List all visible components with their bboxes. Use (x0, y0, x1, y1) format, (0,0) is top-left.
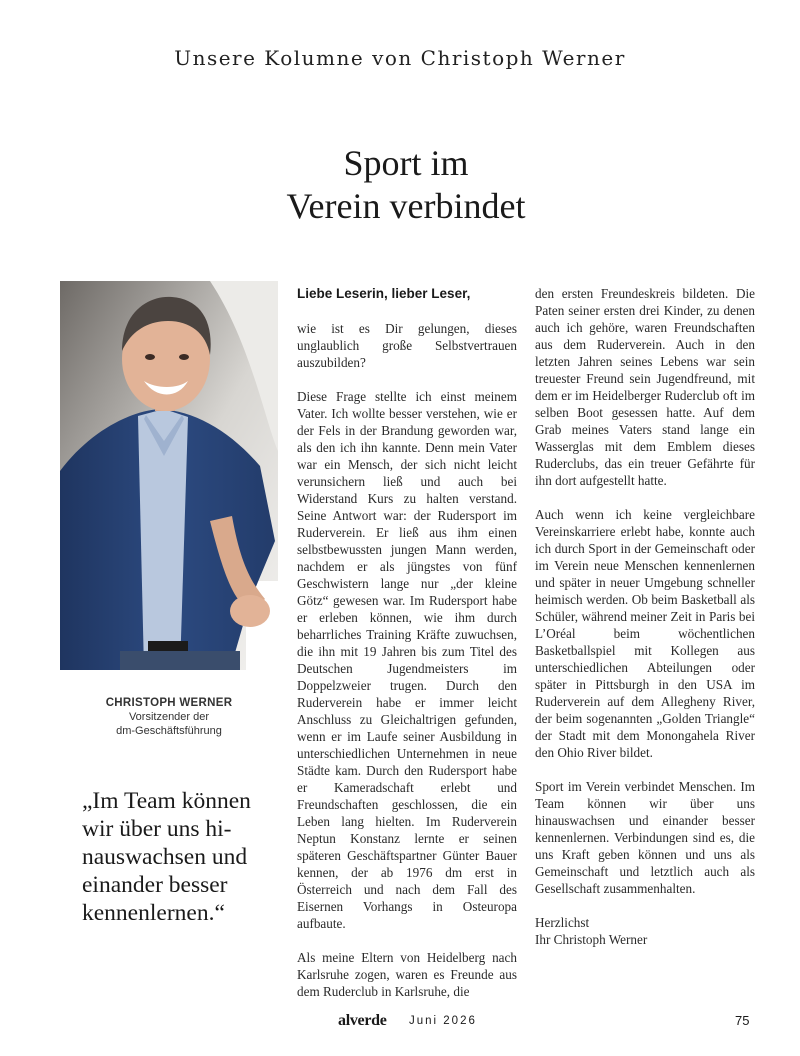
article-headline (0, 142, 800, 228)
article-paragraph-1: wie ist es Dir gelungen, dieses unglaublich große Selbstvertrauen auszubilden? (297, 321, 517, 370)
article-paragraph-3-start: Als meine Eltern von Heidelberg nach Karlsruhe zogen, waren es Freunde aus dem Ruderclub in Karlsruhe, die (297, 950, 517, 999)
closing-text: Herzlichst (535, 915, 590, 930)
portrait-caption (60, 696, 278, 738)
article-column-2 (535, 285, 755, 948)
article-signoff (535, 914, 755, 948)
caption-name: CHRISTOPH WERNER (105, 697, 233, 709)
article-column-1 (297, 285, 517, 1017)
headline-line-1: Sport im (343, 143, 469, 183)
page-number: 75 (735, 1013, 750, 1028)
article-paragraph-4: Auch wenn ich keine vergleichbare Vereinskarriere erlebt habe, konnte auch ich durch Sport in der Gemeinschaft oder im Verein neue Menschen kennenlernen und später in neuer Umgebung schneller heimisch werden. Ob beim Basketball als Schüler, während meiner Zeit in Paris bei L’Oréal beim wöchentlichen Basketballspiel mit Kollegen aus unterschiedlichen Abteilungen oder später in Pittsburgh in den USA im Ruderverein auf dem Allegheny River, der beim sogenannten „Golden Triangle“ der Stadt mit dem Monongahela River den Ohio River bildet. (535, 507, 755, 760)
article-paragraph-3-cont: den ersten Freundeskreis bildeten. Die Paten seiner ersten drei Kinder, zu denen auch ich gehöre, waren Freundschaften aus dem Ruderverein. Auch in den letzten Jahren seines Lebens war sein treuester Freund sein Jugendfreund, mit dem er im Heidelberger Ruderclub oft im selben Boot gesessen hatte. Auf dem Grab meines Vaters stand lange ein Wasserglas mit dem Emblem dieses Ruderclubs, das ein treuer Gefährte für ihn dort aufgestellt hatte. (535, 286, 755, 488)
headline-line-2: Verein verbindet (286, 186, 526, 226)
author-portrait-photo (60, 281, 278, 670)
signature-text: Ihr Christoph Werner (535, 932, 648, 947)
article-salutation: Liebe Leserin, lieber Leser, (297, 286, 471, 301)
pull-quote: „Im Team können wir über uns hinauswachsen und einander besser kennenlernen.“ (82, 788, 251, 926)
caption-role-line-1: Vorsitzender der (128, 711, 210, 723)
issue-date: Juni 2026 (409, 1015, 477, 1027)
caption-role-line-2: dm-Geschäftsführung (116, 725, 222, 737)
column-kicker: Unsere Kolumne von Christoph Werner (174, 46, 626, 70)
article-paragraph-2: Diese Frage stellte ich einst meinem Vater. Ich wollte besser verstehen, wie er der Fels in der Brandung geworden war, als den ich ihn kannte. Denn mein Vater war ein Mensch, der sich nicht leicht verunsichern ließ und auch bei Widerstand Kurs zu halten verstand. Seine Antwort war: der Rudersport im Ruderverein. Er ließ aus ihm einen selbstbewussten jungen Mann werden, nachdem er als jüngstes von fünf Geschwistern lange nur „der kleine Götz“ gewesen war. Im Rudersport habe er erleben können, wie ihm durch beharrliches Training Kräfte zuwuchsen, die ihn mit 19 Jahren bis zum Titel des Deutschen Jugendmeisters im Doppelzweier trugen. Durch den Ruderverein habe er immer leicht Anschluss zu Gleichaltrigen gefunden, wenn er im Laufe seiner Ausbildung in unterschiedlichen Unternehmen in neue Städte kam. Durch den Rudersport habe er Kameradschaft erlebt und Freundschaften geschlossen, die ein Leben lang hielten. Im Ruderverein Neptun Konstanz lernte er seinen späteren Geschäftspartner Günter Bauer kennen, der ab 1976 dm erst in Österreich und nach dem Fall des Eisernen Vorhangs in Osteuropa aufbaute. (297, 389, 517, 931)
article-paragraph-5: Sport im Verein verbindet Menschen. Im Team können wir über uns hinauswachsen und einander besser kennenlernen. Verbindungen sind es, die uns Kraft geben können und uns als Gemeinschaft und letztlich auch als Gesellschaft zusammenhalten. (535, 779, 755, 896)
magazine-brand: alverde (338, 1012, 387, 1029)
